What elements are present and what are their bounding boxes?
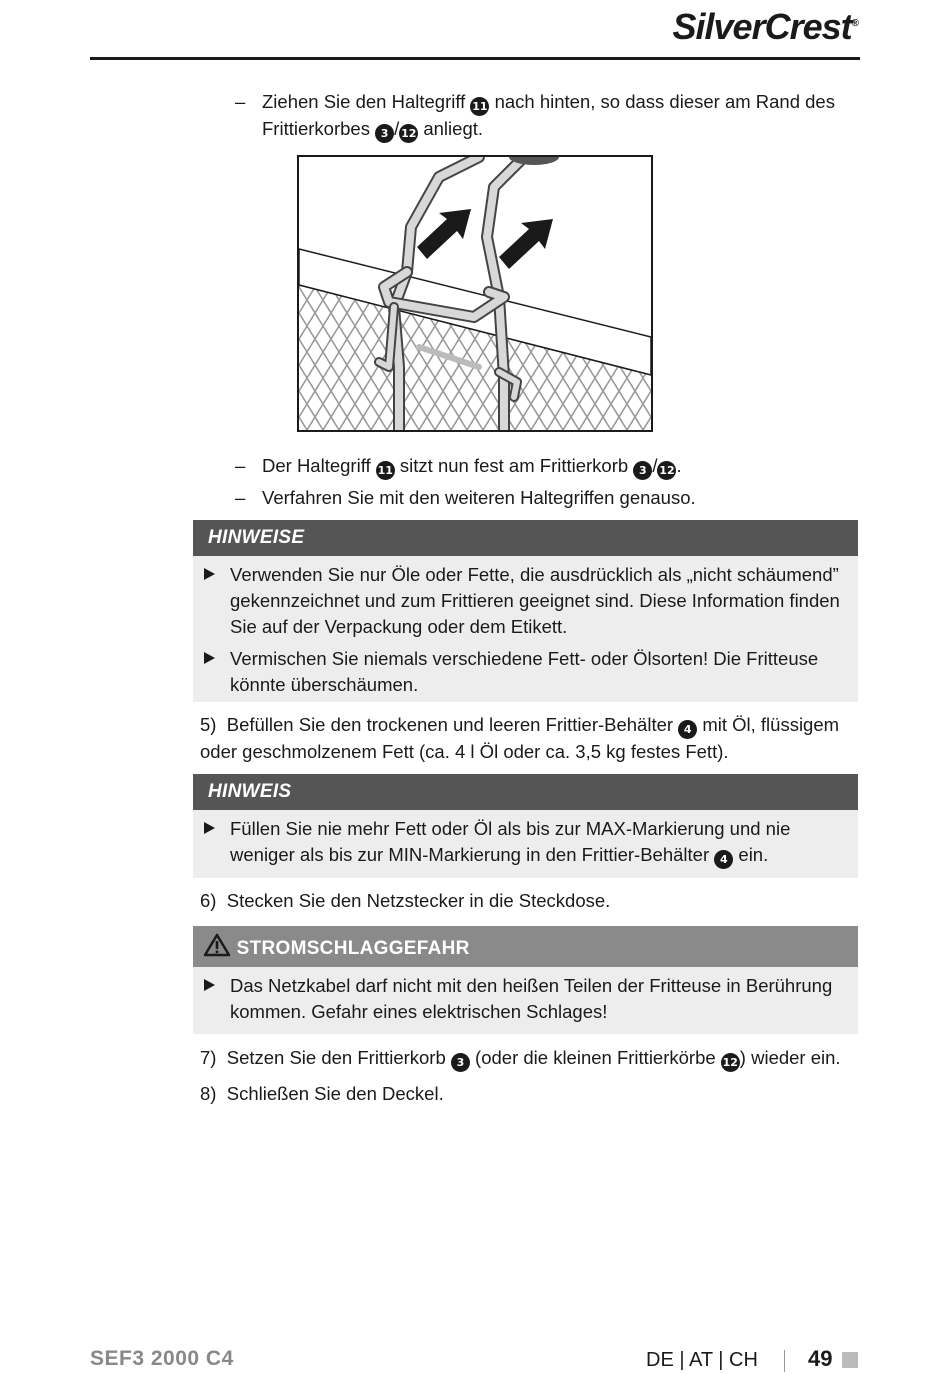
footer-square-icon bbox=[842, 1352, 858, 1368]
note-item: Füllen Sie nie mehr Fett oder Öl als bis zur MAX-Markierung und nie weniger als bis zur MIN-Markierung in den Frittier-Behälter 4 ein. bbox=[193, 816, 858, 869]
step-6: 6) Stecken Sie den Netzstecker in die Steckdose. bbox=[200, 890, 611, 911]
warning-triangle-icon bbox=[203, 933, 231, 957]
step-8: 8) Schließen Sie den Deckel. bbox=[200, 1083, 444, 1104]
step-7: 7) Setzen Sie den Frittierkorb 3 (oder die kleinen Frittierkörbe 12) wieder ein. bbox=[200, 1045, 850, 1072]
ref-number: 12 bbox=[399, 124, 418, 143]
note-item: Verwenden Sie nur Öle oder Fette, die ausdrücklich als „nicht schäumend” gekennzeichnet und zum Frittieren geeignet sind. Diese Information finden Sie auf der Verpackung oder dem Etikett. bbox=[193, 562, 858, 640]
warning-box bbox=[193, 926, 858, 1034]
ref-number: 12 bbox=[721, 1053, 740, 1072]
ref-number: 11 bbox=[376, 461, 395, 480]
warning-title: STROMSCHLAGGEFAHR bbox=[193, 926, 858, 967]
bullet-arrow-icon bbox=[204, 568, 215, 580]
bullet-arrow-icon bbox=[204, 979, 215, 991]
ref-number: 3 bbox=[451, 1053, 470, 1072]
instruction-handle-fixed: – Der Haltegriff 11 sitzt nun fest am Frittierkorb 3 / 12. bbox=[235, 453, 882, 480]
instruction-other-handles: – Verfahren Sie mit den weiteren Haltegriffen genauso. bbox=[235, 487, 696, 508]
notes-title: HINWEISE bbox=[193, 520, 858, 556]
step-5: 5) Befüllen Sie den trockenen und leeren Frittier-Behälter 4 mit Öl, flüssigem oder geschmolzenem Fett (ca. 4 l Öl oder ca. 3,5 kg festes Fett). bbox=[200, 714, 840, 762]
ref-number: 3 bbox=[375, 124, 394, 143]
ref-number: 4 bbox=[678, 720, 697, 739]
brand-logo: SilverCrest® bbox=[672, 6, 858, 47]
ref-number: 11 bbox=[470, 97, 489, 116]
footer-languages: DE | AT | CH bbox=[646, 1349, 758, 1371]
handle-illustration bbox=[297, 155, 653, 432]
bullet-arrow-icon bbox=[204, 822, 215, 834]
note-box bbox=[193, 774, 858, 878]
warning-item: Das Netzkabel darf nicht mit den heißen Teilen der Fritteuse in Berührung kommen. Gefahr eines elektrischen Schlages! bbox=[193, 973, 858, 1025]
notes-box bbox=[193, 520, 858, 702]
note-title: HINWEIS bbox=[193, 774, 858, 810]
instruction-pull-handle: – Ziehen Sie den Haltegriff 11 nach hinten, so dass dieser am Rand des Frittierkorbes 3 / 12 anliegt. bbox=[235, 89, 882, 143]
ref-number: 3 bbox=[633, 461, 652, 480]
ref-number: 4 bbox=[714, 850, 733, 869]
header-rule bbox=[90, 57, 860, 60]
ref-number: 12 bbox=[657, 461, 676, 480]
page-number: 49 bbox=[808, 1346, 833, 1371]
footer-model: SEF3 2000 C4 bbox=[90, 1347, 234, 1370]
bullet-arrow-icon bbox=[204, 652, 215, 664]
note-item: Vermischen Sie niemals verschiedene Fett- oder Ölsorten! Die Fritteuse könnte überschäumen. bbox=[193, 646, 858, 698]
footer-divider bbox=[784, 1350, 785, 1372]
